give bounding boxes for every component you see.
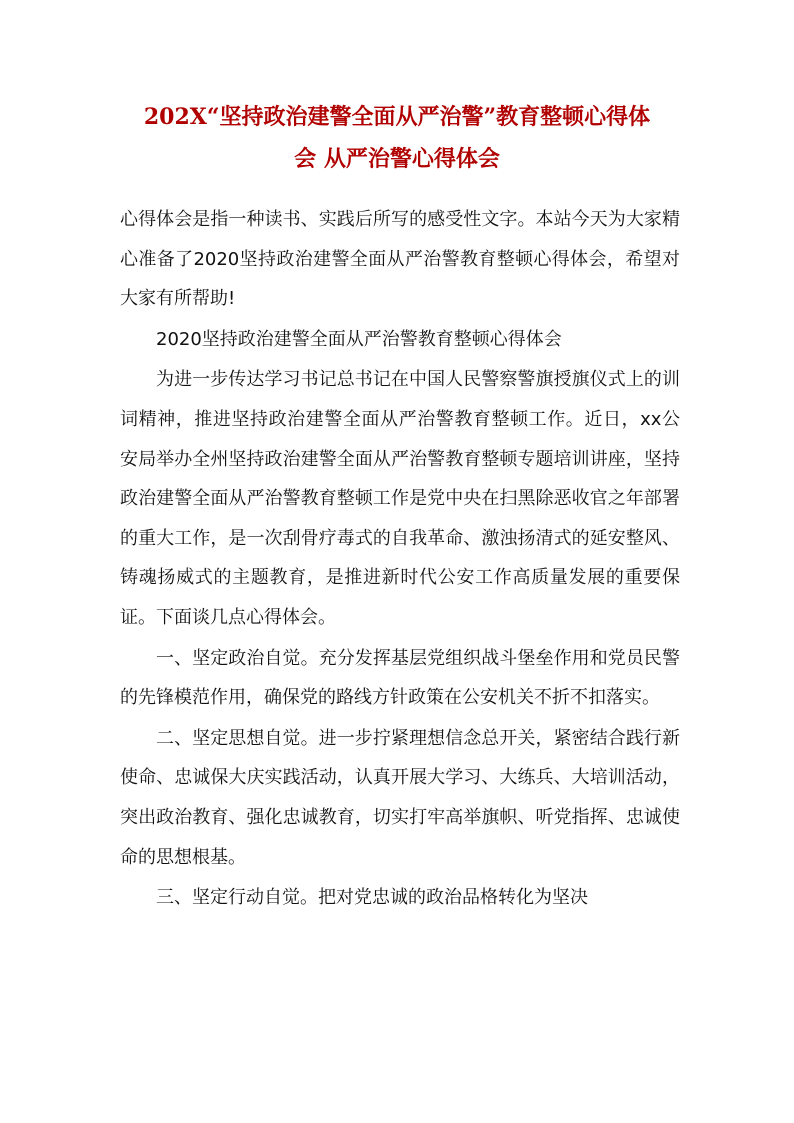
document-body [120, 200, 680, 918]
title-line-1: 202X“坚持政治建警全面从严治警”教育整顿心得体 [143, 104, 651, 130]
point-one-paragraph: 一、坚定政治自觉。充分发挥基层党组织战斗堡垒作用和党员民警的先锋模范作用，确保党的路线方针政策在公安机关不折不扣落实。 [120, 647, 680, 709]
subheading-paragraph: 2020坚持政治建警全面从严治警教育整顿心得体会 [156, 328, 562, 350]
point-two-paragraph: 二、坚定思想自觉。进一步拧紧理想信念总开关，紧密结合践行新使命、忠诚保大庆实践活动，认真开展大学习、大练兵、大培训活动，突出政治教育、强化忠诚教育，切实打牢高举旗帜、听党指挥、忠诚使命的思想根基。 [120, 727, 680, 868]
title-line-2: 会 从严治警心得体会 [294, 146, 500, 172]
document-title [100, 96, 694, 180]
point-three-paragraph: 三、坚定行动自觉。把对党忠诚的政治品格转化为坚决 [156, 887, 588, 909]
body-paragraph: 为进一步传达学习书记总书记在中国人民警察警旗授旗仪式上的训词精神，推进坚持政治建警全面从严治警教育整顿工作。近日，xx公安局举办全州坚持政治建警全面从严治警教育整顿专题培训讲座，坚持政治建警全面从严治警教育整顿工作是党中央在扫黑除恶收官之年部署的重大工作，是一次刮骨疗毒式的自我革命、激浊扬清式的延安整风、铸魂扬威式的主题教育，是推进新时代公安工作高质量发展的重要保证。下面谈几点心得体会。 [120, 369, 680, 628]
intro-paragraph: 心得体会是指一种读书、实践后所写的感受性文字。本站今天为大家精心准备了2020坚持政治建警全面从严治警教育整顿心得体会，希望对大家有所帮助! [120, 209, 680, 310]
